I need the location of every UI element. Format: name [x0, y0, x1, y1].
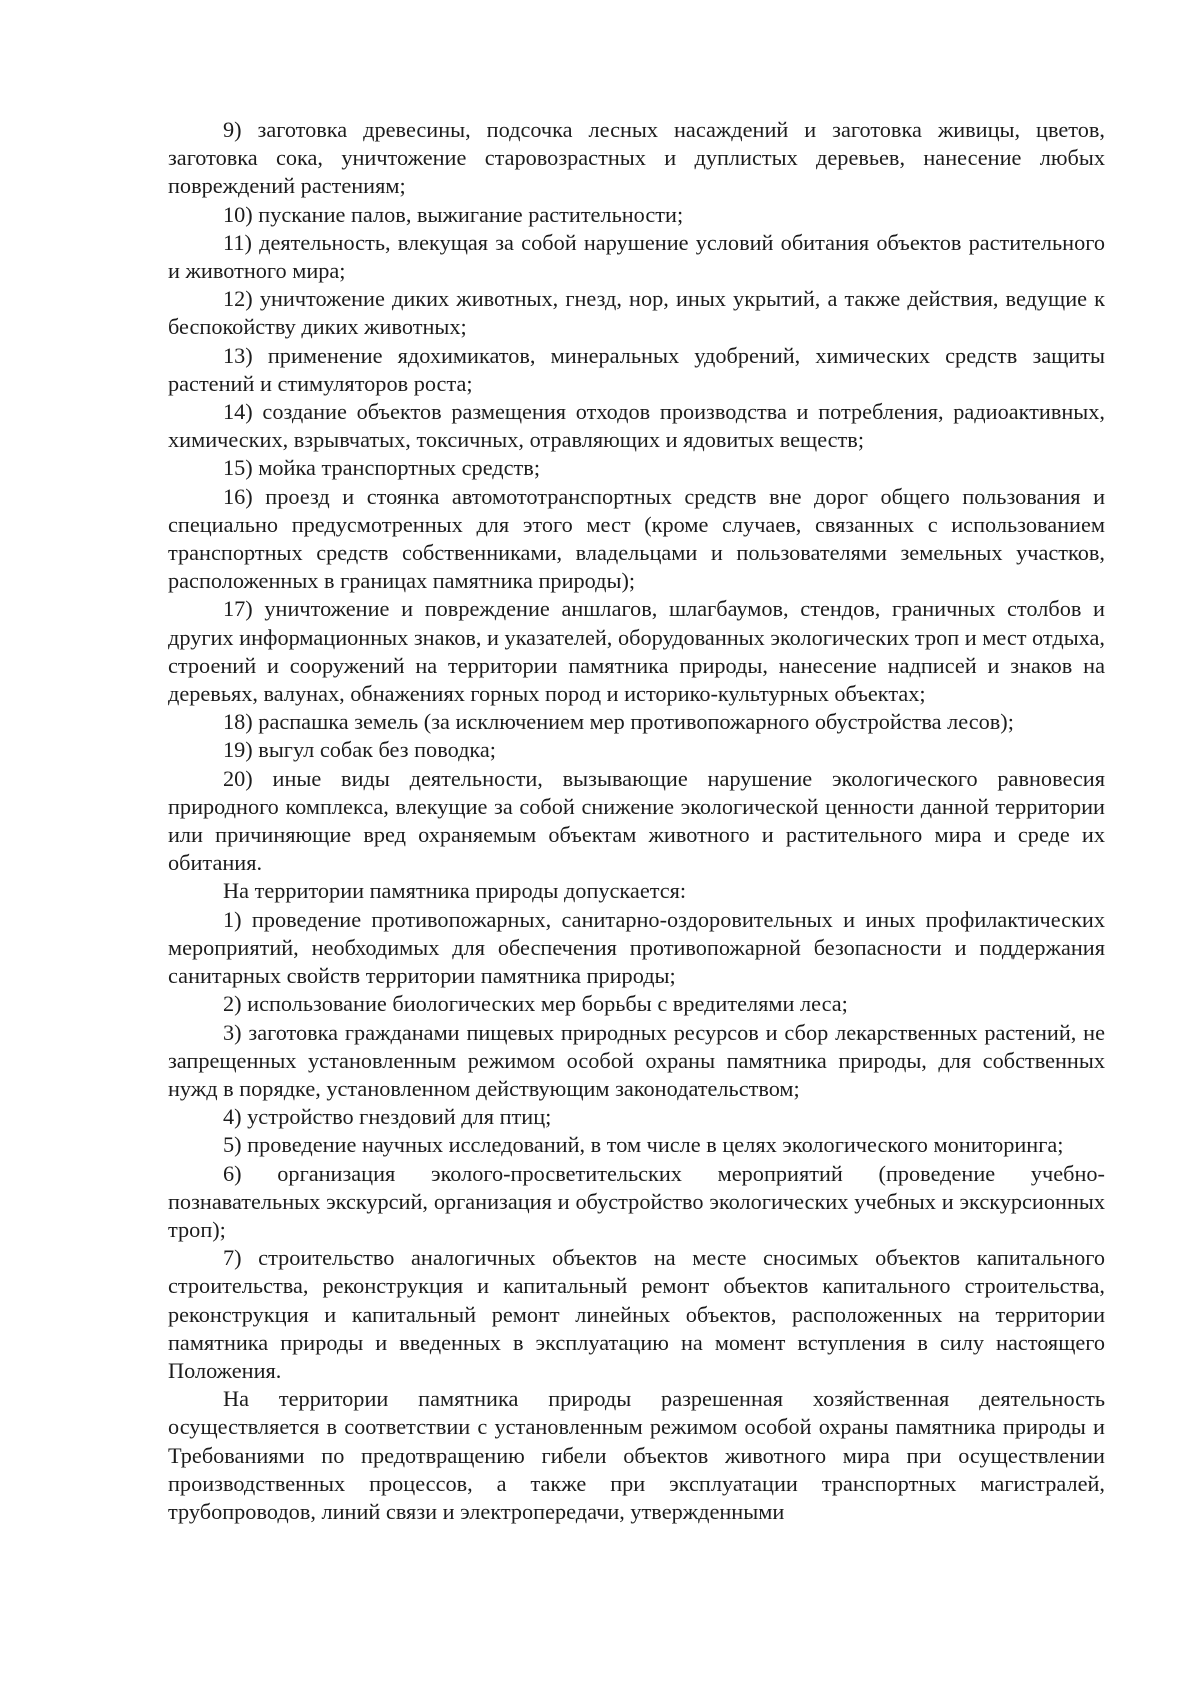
paragraph-item-20: 20) иные виды деятельности, вызывающие нарушение экологического равновесия природного комплекса, влекущие за собой снижение экологической ценности данной территории или причиняющие вред охраняемым объектам животного и растительного мира и среде их обитания. — [168, 765, 1105, 876]
paragraph-permitted-intro: На территории памятника природы допускается: — [223, 878, 687, 904]
paragraph-item-11: 11) деятельность, влекущая за собой нарушение условий обитания объектов растительного и животного мира; — [168, 229, 1105, 284]
paragraph-item-14: 14) создание объектов размещения отходов производства и потребления, радиоактивных, химических, взрывчатых, токсичных, отравляющих и ядовитых веществ; — [168, 399, 1105, 453]
paragraph-item-19: 19) выгул собак без поводка; — [223, 737, 497, 763]
paragraph-item-10: 10) пускание палов, выжигание растительности; — [223, 201, 684, 227]
paragraph-item-15: 15) мойка транспортных средств; — [223, 455, 541, 481]
paragraph-item-9: 9) заготовка древесины, подсочка лесных насаждений и заготовка живицы, цветов, заготовка сока, уничтожение старовозрастных и дуплистых деревьев, нанесение любых повреждений растениям; — [168, 117, 1105, 199]
paragraph-item-16: 16) проезд и стоянка автомототранспортных средств вне дорог общего пользования и специально предусмотренных для этого мест (кроме случаев, связанных с использованием транспортных средств собственниками, владельцами и пользователями земельных участков, расположенных в границах памятника природы); — [168, 483, 1105, 594]
paragraph-permitted-6: 6) организация эколого-просветительских мероприятий (проведение учебно-познавательных экскурсий, организация и обустройство экологических учебных и экскурсионных троп); — [168, 1160, 1105, 1242]
paragraph-permitted-2: 2) использование биологических мер борьбы с вредителями леса; — [223, 991, 848, 1017]
paragraph-permitted-1: 1) проведение противопожарных, санитарно-оздоровительных и иных профилактических мероприятий, необходимых для обеспечения противопожарной безопасности и поддержания санитарных свойств территории памятника природы; — [168, 906, 1105, 989]
paragraph-economic-activity: На территории памятника природы разрешенная хозяйственная деятельность осуществляется в соответствии с установленным режимом особой охраны памятника природы и Требованиями по предотвращению гибели объектов животного мира при осуществлении производственных процессов, а также при эксплуатации транспортных магистралей, трубопроводов, линий связи и электропередачи, утвержденными — [168, 1386, 1105, 1524]
document-page — [168, 116, 1105, 1526]
paragraph-permitted-5: 5) проведение научных исследований, в том числе в целях экологического мониторинга; — [223, 1132, 1064, 1158]
paragraph-item-17: 17) уничтожение и повреждение аншлагов, шлагбаумов, стендов, граничных столбов и других информационных знаков, и указателей, оборудованных экологических троп и мест отдыха, строений и сооружений на территории памятника природы, нанесение надписей и знаков на деревьях, валунах, обнажениях горных пород и историко-культурных объектах; — [168, 596, 1105, 707]
paragraph-item-12: 12) уничтожение диких животных, гнезд, нор, иных укрытий, а также действия, ведущие к беспокойству диких животных; — [168, 286, 1105, 340]
paragraph-permitted-4: 4) устройство гнездовий для птиц; — [223, 1104, 552, 1130]
paragraph-permitted-7: 7) строительство аналогичных объектов на месте сносимых объектов капитального строительства, реконструкция и капитальный ремонт объектов капитального строительства, реконструкция и капитальный ремонт линейных объектов, расположенных на территории памятника природы и введенных в эксплуатацию на момент вступления в силу настоящего Положения. — [168, 1245, 1105, 1383]
paragraph-item-18: 18) распашка земель (за исключением мер противопожарного обустройства лесов); — [223, 709, 1014, 735]
paragraph-item-13: 13) применение ядохимикатов, минеральных удобрений, химических средств защиты растений и стимуляторов роста; — [168, 342, 1105, 396]
paragraph-permitted-3: 3) заготовка гражданами пищевых природных ресурсов и сбор лекарственных растений, не запрещенных установленным режимом особой охраны памятника природы, для собственных нужд в порядке, установленном действующим законодательством; — [168, 1019, 1105, 1101]
